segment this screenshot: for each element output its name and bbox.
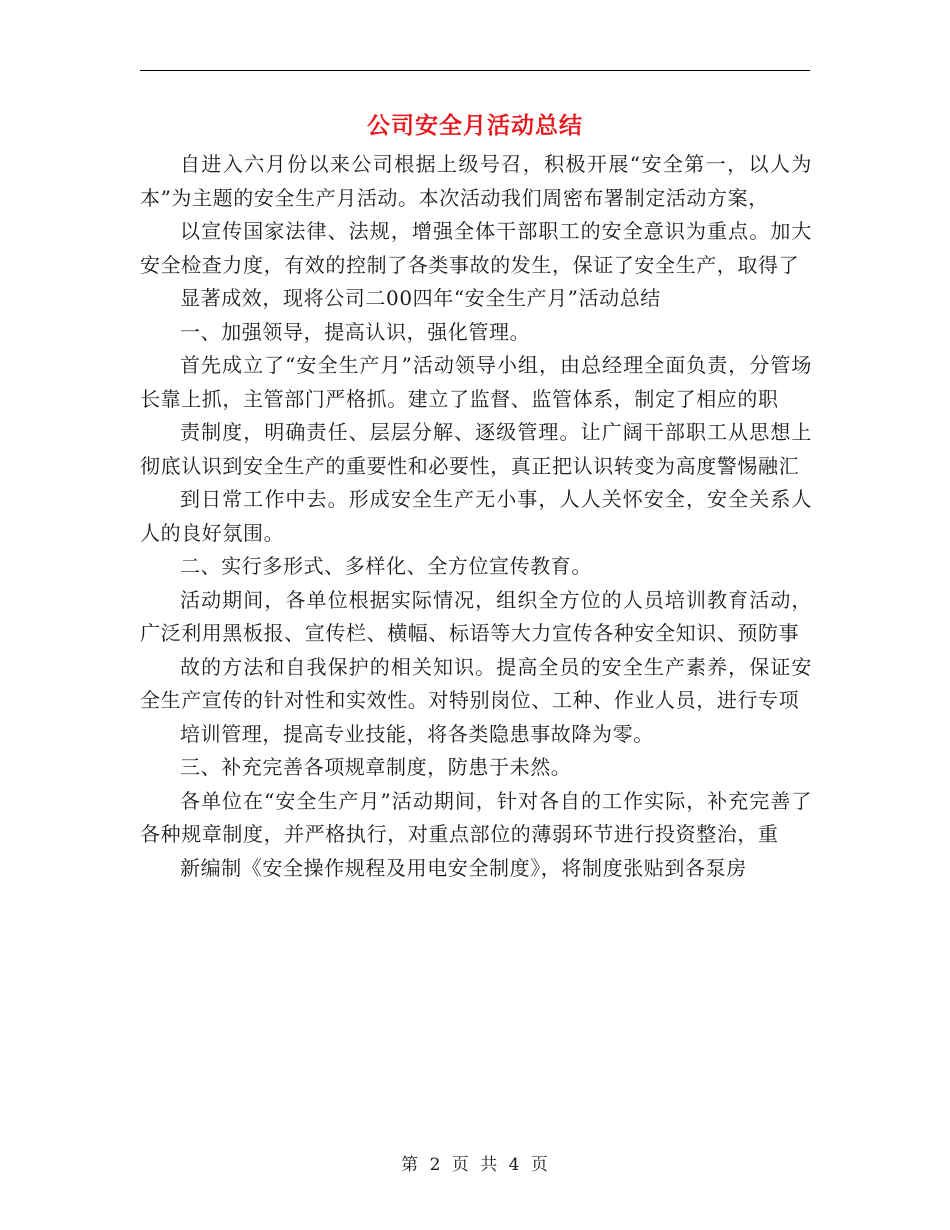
document-title: 公司安全月活动总结: [367, 112, 583, 139]
section-heading: 二、实行多形式、多样化、全方位宣传教育。: [180, 554, 592, 578]
header-rule: [140, 70, 810, 71]
section-heading: 一、加强领导，提高认识，强化管理。: [180, 319, 531, 344]
paragraph: 培训管理，提高专业技能，将各类隐患事故降为零。: [180, 721, 654, 746]
paragraph: 到日常工作中去。形成安全生产无小事，人人关怀安全，安全关系人人的良好氛围。: [140, 487, 812, 545]
paragraph: 以宣传国家法律、法规，增强全体干部职工的安全意识为重点。加大安全检查力度，有效的控制了各类事故的发生，保证了安全生产，取得了: [140, 219, 812, 277]
page-number: 第 2 页 共 4 页: [401, 1155, 549, 1175]
paragraph: 故的方法和自我保护的相关知识。提高全员的安全生产素养，保证安全生产宣传的针对性和实效性。对特别岗位、工种、作业人员，进行专项: [140, 654, 812, 712]
paragraph: 责制度，明确责任、层层分解、逐级管理。让广阔干部职工从思想上彻底认识到安全生产的重要性和必要性，真正把认识转变为高度警惕融汇: [140, 420, 812, 478]
paragraph: 各单位在“安全生产月”活动期间，针对各自的工作实际，补充完善了各种规章制度，并严格执行，对重点部位的薄弱环节进行投资整治，重: [140, 788, 812, 846]
document-body: [140, 148, 812, 885]
section-heading: 三、补充完善各项规章制度，防患于未然。: [180, 755, 572, 779]
paragraph: 活动期间，各单位根据实际情况，组织全方位的人员培训教育活动，广泛利用黑板报、宣传栏、横幅、标语等大力宣传各种安全知识、预防事: [140, 587, 812, 645]
paragraph: 显著成效，现将公司二00四年“安全生产月”活动总结: [180, 286, 661, 310]
paragraph: 自进入六月份以来公司根据上级号召，积极开展“安全第一，以人为本”为主题的安全生产月活动。本次活动我们周密布署制定活动方案，: [140, 152, 812, 210]
paragraph: 首先成立了“安全生产月”活动领导小组，由总经理全面负责，分管场长靠上抓，主管部门严格抓。建立了监督、监管体系，制定了相应的职: [140, 353, 812, 411]
paragraph: 新编制《安全操作规程及用电安全制度》，将制度张贴到各泵房: [180, 855, 747, 880]
